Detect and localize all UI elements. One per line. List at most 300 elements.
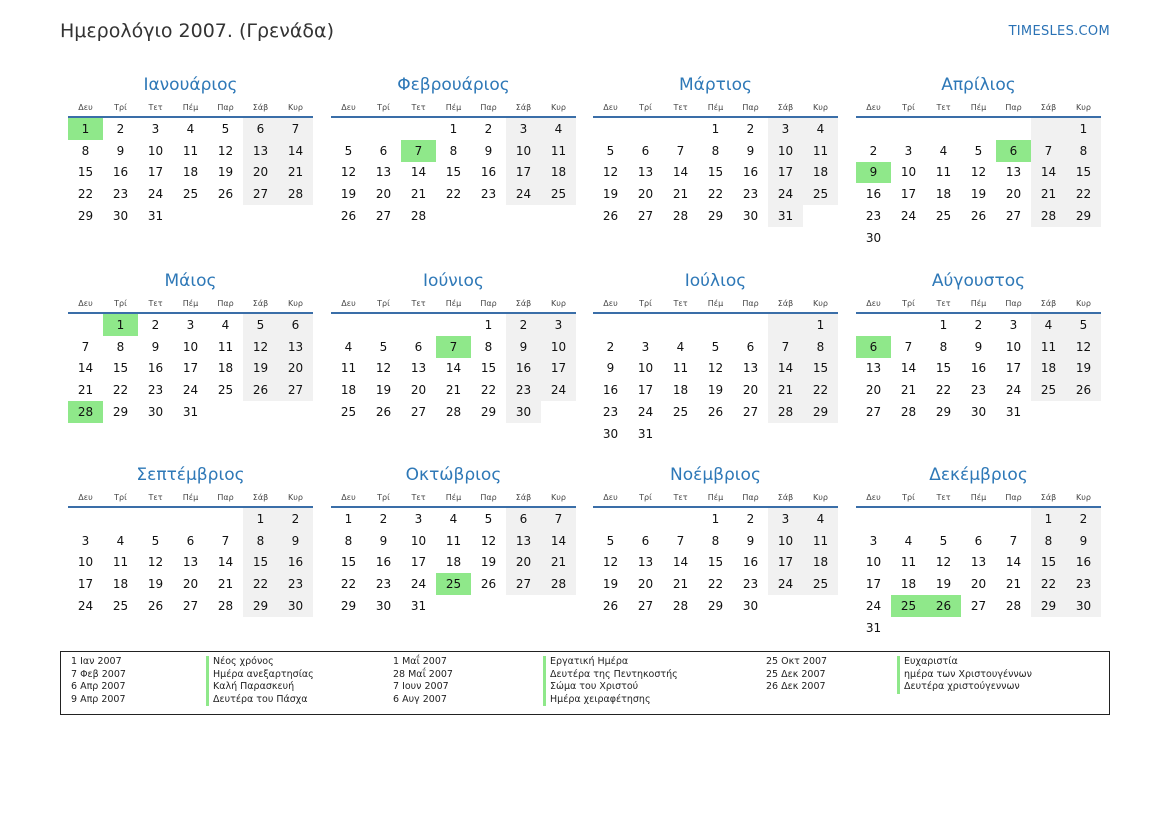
weekday-header: Πέμ (698, 98, 733, 117)
empty-cell (436, 595, 471, 617)
weekday-header: Κυρ (803, 294, 838, 313)
day-cell: 2 (379, 511, 388, 526)
day-cell: 17 (637, 383, 654, 398)
month-block (593, 268, 838, 445)
day-cell: 26 (602, 209, 619, 224)
empty-cell (1031, 401, 1066, 423)
day-cell: 18 (1031, 358, 1066, 380)
day-cell: 23 (865, 209, 882, 224)
week-row (593, 401, 838, 423)
weekday-header: Σάβ (243, 98, 278, 117)
weekday-header: Κυρ (541, 98, 576, 117)
holiday-names-column (897, 656, 1032, 694)
day-cell: 18 (217, 361, 234, 376)
weekday-header: Παρ (471, 98, 506, 117)
day-cell: 15 (77, 165, 94, 180)
weekday-header: Τρί (103, 294, 138, 313)
empty-cell (856, 313, 891, 336)
week-row (331, 530, 576, 552)
day-cell: 4 (344, 339, 353, 354)
week-row (856, 140, 1101, 162)
day-cell: 7 (904, 339, 913, 354)
day-cell: 15 (445, 165, 462, 180)
day-cell: 11 (112, 555, 129, 570)
day-cell: 16 (506, 358, 541, 380)
weekday-header: Τετ (663, 294, 698, 313)
day-cell: 8 (939, 339, 948, 354)
month-table (68, 488, 313, 617)
day-cell: 26 (970, 209, 987, 224)
day-cell: 5 (151, 533, 160, 548)
day-cell: 30 (112, 209, 129, 224)
day-cell: 25 (803, 183, 838, 205)
month-name: Μάρτιος (678, 75, 753, 95)
day-cell: 19 (480, 555, 497, 570)
day-cell: 3 (151, 121, 160, 136)
day-cell: 14 (672, 555, 689, 570)
day-cell: 8 (711, 143, 720, 158)
month-block (68, 462, 313, 617)
day-cell: 2 (606, 339, 615, 354)
month-table (856, 294, 1101, 423)
empty-cell (366, 117, 401, 140)
holiday-day-cell: 25 (891, 595, 926, 617)
day-cell: 23 (112, 187, 129, 202)
empty-cell (961, 617, 996, 639)
empty-cell (628, 507, 663, 530)
day-cell: 11 (900, 555, 917, 570)
week-row (856, 379, 1101, 401)
day-cell: 9 (379, 533, 388, 548)
day-cell: 11 (1031, 336, 1066, 358)
holiday-day-cell: 7 (436, 336, 471, 358)
day-cell: 26 (1066, 379, 1101, 401)
day-cell: 13 (637, 165, 654, 180)
day-cell: 14 (900, 361, 917, 376)
day-cell: 9 (1066, 530, 1101, 552)
day-cell: 23 (506, 379, 541, 401)
day-cell: 28 (1005, 599, 1022, 614)
day-cell: 13 (410, 361, 427, 376)
holiday-day-cell: 26 (926, 595, 961, 617)
day-cell: 10 (865, 555, 882, 570)
site-link[interactable]: TIMESLES.COM (1008, 24, 1110, 39)
day-cell: 28 (278, 183, 313, 205)
day-cell: 4 (803, 117, 838, 140)
holiday-name: Σώμα του Χριστού (543, 681, 678, 694)
weekday-header: Δευ (593, 98, 628, 117)
day-cell: 12 (147, 555, 164, 570)
day-cell: 24 (147, 187, 164, 202)
empty-cell (663, 117, 698, 140)
day-cell: 5 (484, 511, 493, 526)
day-cell: 14 (217, 555, 234, 570)
month-block (856, 268, 1101, 423)
weekday-header: Σάβ (1031, 488, 1066, 507)
day-cell: 14 (410, 165, 427, 180)
day-cell: 1 (711, 121, 720, 136)
day-cell: 27 (182, 599, 199, 614)
empty-cell (1066, 227, 1101, 249)
month-table (68, 98, 313, 227)
empty-cell (103, 507, 138, 530)
week-row (856, 530, 1101, 552)
empty-cell (208, 205, 243, 227)
day-cell: 12 (340, 165, 357, 180)
day-cell: 6 (506, 507, 541, 530)
day-cell: 22 (707, 577, 724, 592)
day-cell: 24 (410, 577, 427, 592)
day-cell: 3 (541, 313, 576, 336)
day-cell: 21 (278, 162, 313, 184)
holiday-names-column (543, 656, 678, 706)
week-row (856, 205, 1101, 227)
holiday-name: Καλή Παρασκευή (206, 681, 314, 694)
day-cell: 21 (672, 577, 689, 592)
empty-cell (173, 205, 208, 227)
day-cell: 14 (278, 140, 313, 162)
day-cell: 5 (974, 143, 983, 158)
day-cell: 12 (602, 165, 619, 180)
weekday-header: Πέμ (436, 488, 471, 507)
weekday-header: Κυρ (1066, 488, 1101, 507)
month-name: Απρίλιος (941, 75, 1016, 95)
day-cell: 31 (1005, 405, 1022, 420)
day-cell: 19 (375, 383, 392, 398)
week-row (593, 183, 838, 205)
day-cell: 17 (768, 162, 803, 184)
day-cell: 24 (182, 383, 199, 398)
week-row (331, 552, 576, 574)
empty-cell (471, 205, 506, 227)
week-row (856, 117, 1101, 140)
empty-cell (593, 313, 628, 336)
empty-cell (663, 313, 698, 336)
holiday-name: Ημέρα χειραφέτησης (543, 694, 678, 707)
day-cell: 18 (541, 162, 576, 184)
weekday-header: Τετ (663, 98, 698, 117)
day-cell: 20 (506, 552, 541, 574)
day-cell: 29 (1031, 595, 1066, 617)
week-row (856, 552, 1101, 574)
week-row (331, 117, 576, 140)
day-cell: 4 (449, 511, 458, 526)
day-cell: 8 (116, 339, 125, 354)
empty-cell (243, 401, 278, 423)
empty-cell (436, 313, 471, 336)
page-title: Ημερολόγιο 2007. (Γρενάδα) (60, 20, 334, 42)
empty-cell (593, 507, 628, 530)
day-cell: 27 (410, 405, 427, 420)
weekday-header: Δευ (331, 294, 366, 313)
day-cell: 23 (970, 383, 987, 398)
empty-cell (628, 313, 663, 336)
day-cell: 14 (768, 358, 803, 380)
day-cell: 15 (480, 361, 497, 376)
empty-cell (961, 507, 996, 530)
day-cell: 24 (768, 573, 803, 595)
day-cell: 6 (278, 313, 313, 336)
day-cell: 17 (541, 358, 576, 380)
empty-cell (243, 205, 278, 227)
day-cell: 16 (1066, 552, 1101, 574)
holiday-name: Νέος χρόνος (206, 656, 314, 669)
month-block (331, 462, 576, 617)
day-cell: 12 (1066, 336, 1101, 358)
weekday-header: Παρ (208, 98, 243, 117)
weekday-header: Τετ (138, 488, 173, 507)
month-block (593, 462, 838, 617)
holiday-name: ημέρα των Χριστουγέννων (897, 669, 1032, 682)
day-cell: 10 (410, 533, 427, 548)
day-cell: 20 (865, 383, 882, 398)
empty-cell (891, 507, 926, 530)
day-cell: 3 (186, 317, 195, 332)
month-table (593, 294, 838, 445)
day-cell: 7 (278, 117, 313, 140)
day-cell: 9 (606, 361, 615, 376)
empty-cell (366, 313, 401, 336)
holiday-name: Δευτέρα της Πεντηκοστής (543, 669, 678, 682)
day-cell: 28 (672, 599, 689, 614)
day-cell: 25 (935, 209, 952, 224)
day-cell: 10 (541, 336, 576, 358)
day-cell: 29 (340, 599, 357, 614)
day-cell: 7 (1009, 533, 1018, 548)
week-row (331, 313, 576, 336)
day-cell: 16 (112, 165, 129, 180)
empty-cell (891, 617, 926, 639)
weekday-header: Τετ (401, 98, 436, 117)
weekday-header: Δευ (331, 98, 366, 117)
day-cell: 16 (480, 165, 497, 180)
month-table (331, 294, 576, 423)
day-cell: 3 (414, 511, 423, 526)
day-cell: 30 (1066, 595, 1101, 617)
holiday-day-cell: 6 (996, 140, 1031, 162)
day-cell: 9 (151, 339, 160, 354)
weekday-header: Τρί (628, 488, 663, 507)
day-cell: 28 (1031, 205, 1066, 227)
day-cell: 10 (768, 140, 803, 162)
empty-cell (926, 227, 961, 249)
day-cell: 25 (112, 599, 129, 614)
empty-cell (663, 423, 698, 445)
day-cell: 13 (637, 555, 654, 570)
empty-cell (663, 507, 698, 530)
holiday-name: Δευτέρα του Πάσχα (206, 694, 314, 707)
empty-cell (996, 507, 1031, 530)
day-cell: 30 (147, 405, 164, 420)
day-cell: 5 (344, 143, 353, 158)
holiday-day-cell: 25 (436, 573, 471, 595)
day-cell: 8 (711, 533, 720, 548)
week-row (331, 140, 576, 162)
day-cell: 23 (742, 577, 759, 592)
day-cell: 4 (676, 339, 685, 354)
weekday-header: Σάβ (506, 98, 541, 117)
weekday-header: Τρί (628, 98, 663, 117)
weekday-header: Πέμ (436, 98, 471, 117)
week-row (68, 573, 313, 595)
day-cell: 10 (182, 339, 199, 354)
holiday-name: Εργατική Ημέρα (543, 656, 678, 669)
day-cell: 23 (480, 187, 497, 202)
day-cell: 5 (243, 313, 278, 336)
weekday-header: Πέμ (173, 488, 208, 507)
day-cell: 23 (1066, 573, 1101, 595)
holiday-day-cell: 9 (856, 162, 891, 184)
day-cell: 29 (707, 209, 724, 224)
day-cell: 8 (449, 143, 458, 158)
day-cell: 9 (746, 143, 755, 158)
day-cell: 18 (803, 552, 838, 574)
day-cell: 31 (147, 209, 164, 224)
day-cell: 18 (935, 187, 952, 202)
empty-cell (698, 423, 733, 445)
day-cell: 4 (186, 121, 195, 136)
day-cell: 21 (217, 577, 234, 592)
day-cell: 15 (340, 555, 357, 570)
weekday-header: Κυρ (278, 294, 313, 313)
holiday-name: Ημέρα ανεξαρτησίας (206, 669, 314, 682)
day-cell: 25 (1031, 379, 1066, 401)
day-cell: 16 (742, 165, 759, 180)
day-cell: 5 (939, 533, 948, 548)
day-cell: 2 (974, 317, 983, 332)
day-cell: 20 (278, 358, 313, 380)
month-block (68, 72, 313, 227)
holiday-dates-column (71, 656, 126, 706)
day-cell: 5 (606, 533, 615, 548)
day-cell: 19 (147, 577, 164, 592)
day-cell: 20 (970, 577, 987, 592)
day-cell: 26 (217, 187, 234, 202)
week-row (68, 183, 313, 205)
week-row (593, 140, 838, 162)
day-cell: 31 (637, 426, 654, 441)
day-cell: 22 (1031, 573, 1066, 595)
empty-cell (331, 117, 366, 140)
day-cell: 16 (278, 552, 313, 574)
day-cell: 9 (116, 143, 125, 158)
day-cell: 16 (742, 555, 759, 570)
day-cell: 16 (602, 383, 619, 398)
day-cell: 1 (1066, 117, 1101, 140)
weekday-header: Τρί (628, 294, 663, 313)
empty-cell (961, 227, 996, 249)
week-row (68, 205, 313, 227)
holiday-date: 9 Απρ 2007 (71, 693, 126, 705)
weekday-header: Σάβ (1031, 98, 1066, 117)
empty-cell (401, 313, 436, 336)
month-table (856, 488, 1101, 639)
holiday-date: 25 Οκτ 2007 (766, 656, 828, 667)
day-cell: 10 (637, 361, 654, 376)
day-cell: 17 (865, 577, 882, 592)
week-row (593, 336, 838, 358)
day-cell: 31 (410, 599, 427, 614)
day-cell: 6 (641, 533, 650, 548)
weekday-header: Σάβ (768, 488, 803, 507)
day-cell: 4 (221, 317, 230, 332)
day-cell: 12 (243, 336, 278, 358)
week-row (331, 358, 576, 380)
day-cell: 27 (243, 183, 278, 205)
week-row (593, 530, 838, 552)
day-cell: 17 (900, 187, 917, 202)
day-cell: 5 (711, 339, 720, 354)
weekday-header: Κυρ (278, 98, 313, 117)
day-cell: 12 (970, 165, 987, 180)
day-cell: 8 (243, 530, 278, 552)
day-cell: 30 (602, 426, 619, 441)
empty-cell (926, 507, 961, 530)
empty-cell (803, 205, 838, 227)
day-cell: 8 (344, 533, 353, 548)
holiday-date: 6 Απρ 2007 (71, 681, 126, 693)
day-cell: 20 (742, 383, 759, 398)
day-cell: 12 (480, 533, 497, 548)
holiday-day-cell: 1 (103, 313, 138, 336)
day-cell: 10 (900, 165, 917, 180)
day-cell: 19 (1066, 358, 1101, 380)
holiday-date: 1 Ιαν 2007 (71, 656, 122, 667)
day-cell: 22 (112, 383, 129, 398)
month-name: Αύγουστος (931, 271, 1026, 291)
day-cell: 1 (344, 511, 353, 526)
day-cell: 16 (970, 361, 987, 376)
day-cell: 2 (1066, 507, 1101, 530)
week-row (856, 617, 1101, 639)
weekday-header: Δευ (593, 488, 628, 507)
day-cell: 27 (1005, 209, 1022, 224)
weekday-header: Πέμ (436, 294, 471, 313)
day-cell: 11 (803, 530, 838, 552)
day-cell: 19 (217, 165, 234, 180)
day-cell: 4 (541, 117, 576, 140)
day-cell: 13 (970, 555, 987, 570)
weekday-header: Κυρ (803, 488, 838, 507)
day-cell: 5 (221, 121, 230, 136)
month-name: Σεπτέμβριος (136, 465, 245, 485)
month-name: Ιούλιος (684, 271, 747, 291)
weekday-header: Παρ (208, 488, 243, 507)
day-cell: 6 (414, 339, 423, 354)
day-cell: 1 (939, 317, 948, 332)
week-row (593, 573, 838, 595)
day-cell: 15 (935, 361, 952, 376)
day-cell: 2 (506, 313, 541, 336)
day-cell: 13 (243, 140, 278, 162)
month-block (331, 268, 576, 423)
day-cell: 29 (112, 405, 129, 420)
empty-cell (891, 117, 926, 140)
day-cell: 13 (1005, 165, 1022, 180)
day-cell: 28 (900, 405, 917, 420)
week-row (593, 162, 838, 184)
empty-cell (541, 205, 576, 227)
day-cell: 29 (243, 595, 278, 617)
day-cell: 20 (410, 383, 427, 398)
day-cell: 20 (182, 577, 199, 592)
day-cell: 21 (900, 383, 917, 398)
day-cell: 2 (869, 143, 878, 158)
empty-cell (1066, 401, 1101, 423)
weekday-header: Τετ (926, 98, 961, 117)
day-cell: 3 (1009, 317, 1018, 332)
empty-cell (208, 507, 243, 530)
